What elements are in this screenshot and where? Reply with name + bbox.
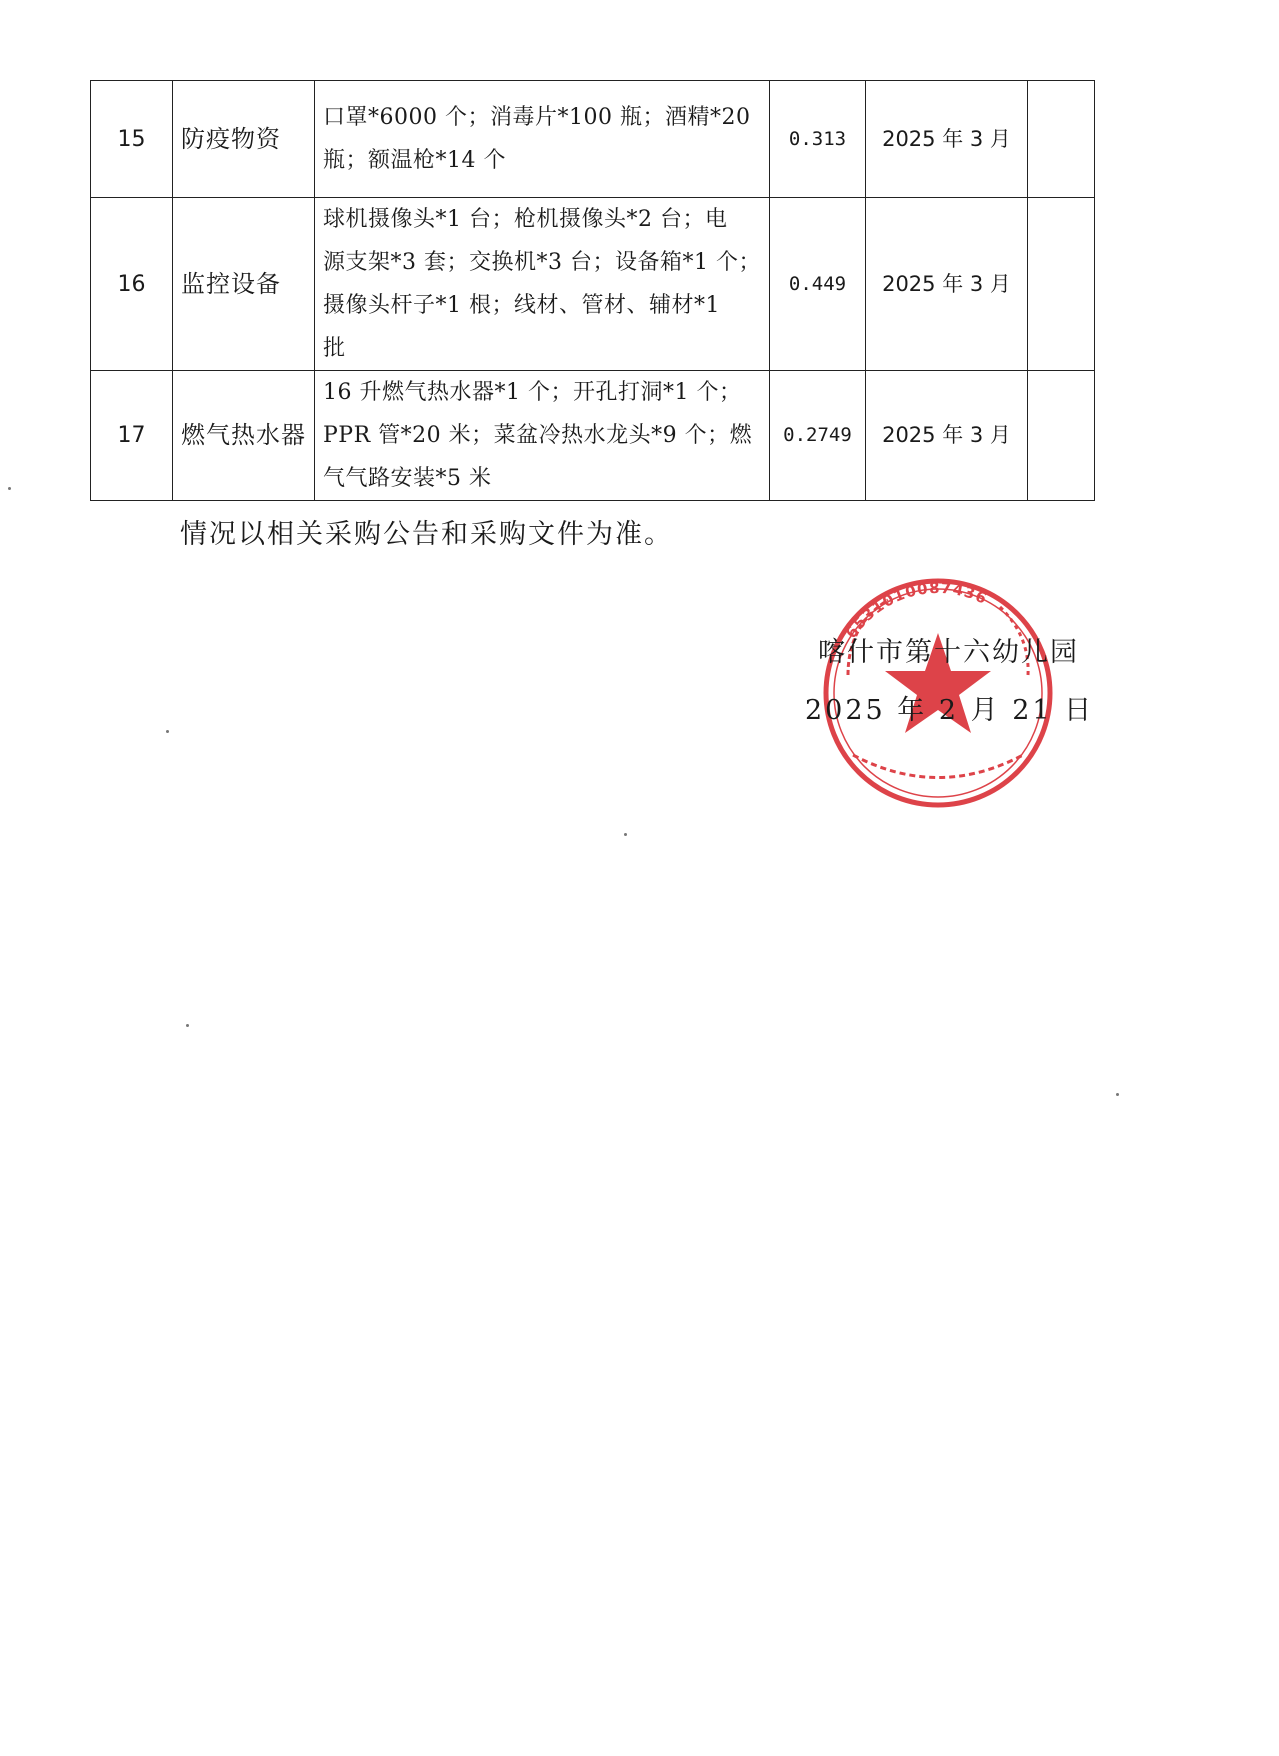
table-row xyxy=(91,371,1095,501)
item-name: 燃气热水器 xyxy=(173,371,315,501)
spec-line: 摄像头杆子*1 根；线材、管材、辅材*1 xyxy=(323,293,720,318)
spec-line: 瓶；额温枪*14 个 xyxy=(323,148,506,173)
spec-line: 球机摄像头*1 台；枪机摄像头*2 台；电 xyxy=(323,207,728,232)
note-line: 情况以相关采购公告和采购文件为准。 xyxy=(180,519,673,550)
row-number: 16 xyxy=(91,198,173,371)
item-amount: 0.2749 xyxy=(770,371,866,501)
item-date: 2025 年 3 月 xyxy=(866,371,1028,501)
item-name: 监控设备 xyxy=(173,198,315,371)
spec-line: 源支架*3 套；交换机*3 台；设备箱*1 个； xyxy=(323,250,761,275)
table-row xyxy=(91,81,1095,198)
item-spec xyxy=(315,81,770,198)
item-spec xyxy=(315,371,770,501)
spec-line: PPR 管*20 米；菜盆冷热水龙头*9 个；燃 xyxy=(323,423,753,448)
spec-line: 16 升燃气热水器*1 个；开孔打洞*1 个； xyxy=(323,380,742,405)
seal-bottom-text-mark xyxy=(853,755,1023,778)
scan-speck xyxy=(624,833,627,836)
scan-speck xyxy=(1116,1093,1119,1096)
spec-line: 批 xyxy=(323,336,346,361)
item-date: 2025 年 3 月 xyxy=(866,81,1028,198)
item-note xyxy=(1028,81,1095,198)
seal-code: 6531010087436 xyxy=(842,578,991,642)
item-note xyxy=(1028,198,1095,371)
row-number: 17 xyxy=(91,371,173,501)
item-date: 2025 年 3 月 xyxy=(866,198,1028,371)
spec-line: 口罩*6000 个；消毒片*100 瓶；酒精*20 xyxy=(323,105,751,130)
issue-date: 2025 年 2 月 21 日 xyxy=(805,695,1095,726)
item-note xyxy=(1028,371,1095,501)
scan-speck xyxy=(8,487,11,490)
item-amount: 0.449 xyxy=(770,198,866,371)
row-number: 15 xyxy=(91,81,173,198)
table-row xyxy=(91,198,1095,371)
issuer-name: 喀什市第十六幼儿园 xyxy=(818,637,1079,668)
item-spec xyxy=(315,198,770,371)
spec-line: 气气路安装*5 米 xyxy=(323,466,492,491)
scan-speck xyxy=(186,1024,189,1027)
procurement-table xyxy=(90,80,1095,501)
item-name: 防疫物资 xyxy=(173,81,315,198)
item-amount: 0.313 xyxy=(770,81,866,198)
scan-speck xyxy=(166,730,169,733)
